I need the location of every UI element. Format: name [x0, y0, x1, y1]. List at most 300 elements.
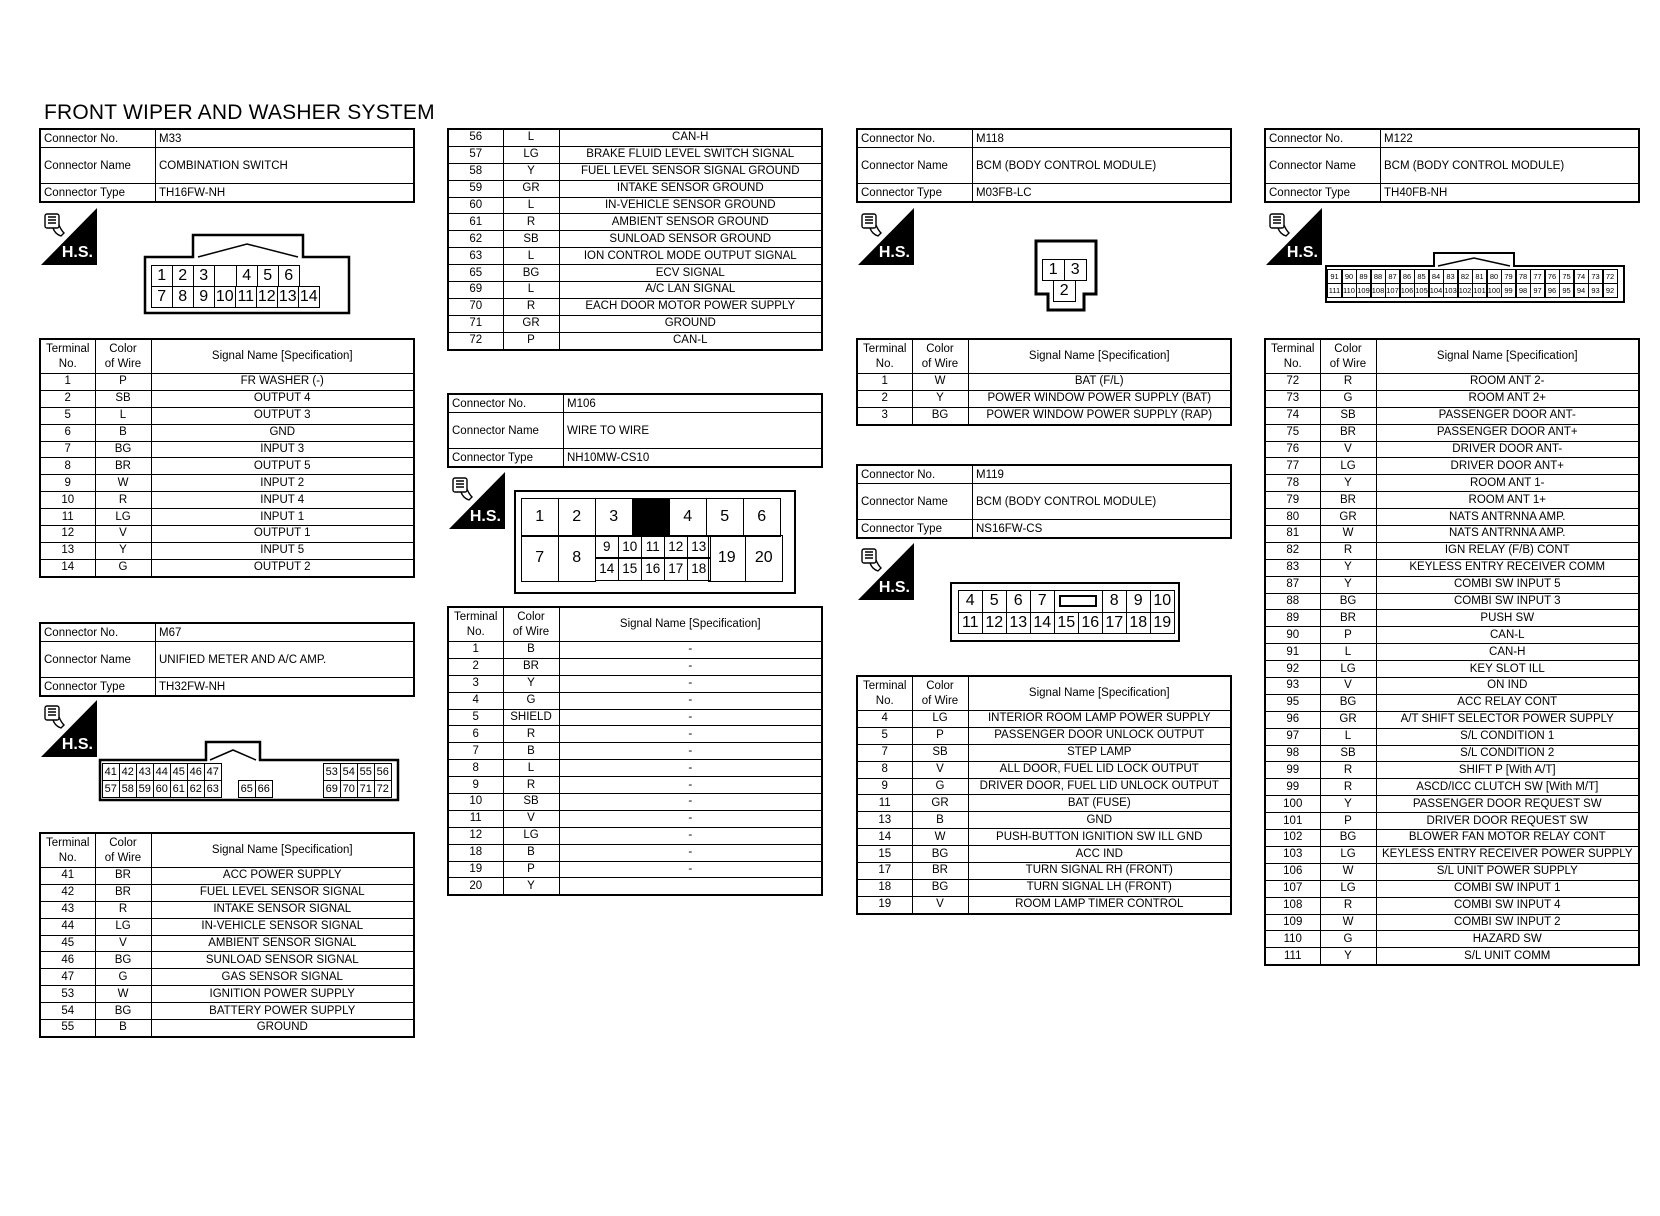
pin-row [1265, 846, 1639, 863]
harness-side-icon [858, 208, 914, 265]
terminal-no-cell: 76 [1265, 441, 1320, 458]
pin-row [448, 827, 822, 844]
pin-cavity: 11 [958, 612, 984, 635]
pin-cavity: 84 [1428, 269, 1444, 285]
pin-row [448, 861, 822, 878]
pin-cavity: 11 [641, 535, 666, 560]
wire-color-cell: BR [95, 884, 151, 901]
terminal-no-header: Terminal No. [1265, 339, 1320, 374]
signal-name-cell: OUTPUT 3 [151, 407, 414, 424]
pin-table-m67 [39, 832, 415, 1038]
pin-cavity: 107 [1385, 283, 1401, 299]
pin-row [1265, 424, 1639, 441]
wire-color-cell: L [503, 129, 559, 146]
signal-name-cell: KEYLESS ENTRY RECEIVER POWER SUPPLY [1376, 846, 1639, 863]
connector-m122 [1264, 128, 1640, 203]
pin-row [857, 374, 1231, 391]
pin-cavity: 3 [1064, 259, 1088, 282]
signal-name-cell: - [559, 658, 822, 675]
connector-type-value: NH10MW-CS10 [564, 449, 823, 468]
pin-row [40, 868, 414, 885]
terminal-no-cell: 7 [448, 743, 503, 760]
terminal-no-cell: 90 [1265, 627, 1320, 644]
wire-color-cell: BG [503, 265, 559, 282]
wire-color-cell: BR [95, 458, 151, 475]
pin-cavity: 53 [323, 763, 342, 782]
terminal-no-cell: 110 [1265, 931, 1320, 948]
wire-color-cell: R [1320, 897, 1376, 914]
pin-table-m33 [39, 338, 415, 578]
wire-color-cell: LG [912, 711, 968, 728]
wire-color-cell: SHIELD [503, 709, 559, 726]
terminal-no-cell: 44 [40, 918, 95, 935]
wire-color-cell: R [95, 492, 151, 509]
wire-color-cell: V [95, 526, 151, 543]
pin-cavity: 69 [323, 780, 342, 799]
wire-color-cell: BR [95, 868, 151, 885]
signal-name-cell: GROUND [559, 315, 822, 332]
pin-cavity: 45 [170, 763, 189, 782]
pin-cavity: 100 [1486, 283, 1502, 299]
pin-cavity: 73 [1588, 269, 1604, 285]
connector-type-label: Connector Type [857, 520, 973, 539]
pin-cavity: 2 [172, 265, 195, 288]
signal-name-cell [559, 878, 822, 895]
pin-cavity: 59 [136, 780, 155, 799]
signal-name-cell: DRIVER DOOR ANT+ [1376, 458, 1639, 475]
signal-name-cell: IN-VEHICLE SENSOR SIGNAL [151, 918, 414, 935]
connector-info-table [39, 128, 415, 203]
pin-row [857, 846, 1231, 863]
terminal-no-cell: 9 [40, 475, 95, 492]
terminal-no-cell: 46 [40, 952, 95, 969]
terminal-no-cell: 97 [1265, 728, 1320, 745]
pin-cavity: 17 [664, 557, 689, 582]
terminal-no-cell: 12 [448, 827, 503, 844]
terminal-no-header: Terminal No. [857, 676, 912, 711]
wire-color-cell: V [1320, 441, 1376, 458]
pin-cavity: 42 [119, 763, 138, 782]
signal-name-cell: ACC IND [968, 846, 1231, 863]
connector-no-value: M119 [973, 465, 1232, 484]
signal-name-cell: - [559, 743, 822, 760]
pin-cavity: 56 [374, 763, 393, 782]
connector-no-label: Connector No. [857, 465, 973, 484]
pin-row [857, 863, 1231, 880]
pin-row [448, 642, 822, 659]
pin-row [1265, 407, 1639, 424]
pin-row [40, 509, 414, 526]
pin-cavity: 8 [172, 286, 195, 309]
pin-cavity: 16 [1078, 612, 1104, 635]
pin-cavity: 19 [708, 535, 747, 583]
terminal-no-cell: 57 [448, 146, 503, 163]
signal-name-cell: KEYLESS ENTRY RECEIVER COMM [1376, 559, 1639, 576]
pin-cavity: 70 [340, 780, 359, 799]
pin-row [448, 878, 822, 895]
pin-row [1265, 475, 1639, 492]
pin-row [448, 844, 822, 861]
terminal-no-cell: 15 [857, 846, 912, 863]
signal-name-cell: INTAKE SENSOR SIGNAL [151, 901, 414, 918]
wire-color-cell: L [503, 282, 559, 299]
signal-name-cell: COMBI SW INPUT 4 [1376, 897, 1639, 914]
pin-row [40, 559, 414, 576]
pin-row [40, 952, 414, 969]
signal-name-cell: DRIVER DOOR REQUEST SW [1376, 813, 1639, 830]
harness-side-icon [449, 472, 505, 529]
connector-info-table [39, 622, 415, 697]
signal-name-cell: COMBI SW INPUT 1 [1376, 880, 1639, 897]
pin-row [1265, 813, 1639, 830]
pin-cavity: 96 [1544, 283, 1560, 299]
signal-name-cell: - [559, 726, 822, 743]
signal-name-cell: OUTPUT 4 [151, 390, 414, 407]
harness-side-icon [858, 543, 914, 600]
signal-name-cell: - [559, 810, 822, 827]
pin-cavity: 44 [153, 763, 172, 782]
terminal-no-cell: 79 [1265, 492, 1320, 509]
pin-cavity: 9 [193, 286, 216, 309]
pin-cavity: 18 [687, 557, 712, 582]
wire-color-cell: R [503, 777, 559, 794]
terminal-no-cell: 100 [1265, 796, 1320, 813]
pin-row [40, 526, 414, 543]
wire-color-cell: W [95, 986, 151, 1003]
terminal-no-cell: 91 [1265, 644, 1320, 661]
signal-name-cell: ROOM LAMP TIMER CONTROL [968, 896, 1231, 913]
wire-color-cell: Y [503, 675, 559, 692]
wire-color-cell: L [503, 197, 559, 214]
signal-name-cell: - [559, 642, 822, 659]
wire-color-cell: R [503, 726, 559, 743]
signal-name-cell: STEP LAMP [968, 744, 1231, 761]
pin-cavity: 9 [1126, 590, 1152, 614]
color-of-wire-header: Color of Wire [95, 833, 151, 868]
wire-color-cell: P [912, 727, 968, 744]
signal-name-cell: PASSENGER DOOR UNLOCK OUTPUT [968, 727, 1231, 744]
terminal-no-cell: 69 [448, 282, 503, 299]
pin-cavity: 12 [664, 535, 689, 560]
pin-row [448, 315, 822, 332]
pin-cavity: 76 [1544, 269, 1560, 285]
connector-type-label: Connector Type [1265, 184, 1381, 203]
wire-color-cell: BG [95, 441, 151, 458]
terminal-no-cell: 108 [1265, 897, 1320, 914]
color-of-wire-header: Color of Wire [503, 607, 559, 642]
pin-row [40, 1020, 414, 1037]
signal-name-cell: PASSENGER DOOR ANT- [1376, 407, 1639, 424]
terminal-no-cell: 107 [1265, 880, 1320, 897]
key-slot [1054, 590, 1104, 614]
signal-name-cell: NATS ANTRNNA AMP. [1376, 526, 1639, 543]
harness-side-icon [41, 208, 97, 265]
pin-row [1265, 559, 1639, 576]
signal-name-cell: ACC RELAY CONT [1376, 694, 1639, 711]
terminal-no-cell: 74 [1265, 407, 1320, 424]
wire-color-cell: V [1320, 678, 1376, 695]
pin-cavity: 110 [1341, 283, 1357, 299]
pin-row [1265, 796, 1639, 813]
pin-row [1265, 880, 1639, 897]
wire-color-cell: P [503, 332, 559, 349]
pin-cavity: 101 [1472, 283, 1488, 299]
connector-no-value: M118 [973, 129, 1232, 148]
pin-row [40, 986, 414, 1003]
wire-color-cell: B [503, 642, 559, 659]
signal-name-cell: SUNLOAD SENSOR SIGNAL [151, 952, 414, 969]
pin-row [40, 918, 414, 935]
pin-row [857, 711, 1231, 728]
wire-color-cell: R [1320, 374, 1376, 391]
pin-row [40, 424, 414, 441]
connector-info-table [1264, 128, 1640, 203]
pin-row [1265, 711, 1639, 728]
pin-row [448, 709, 822, 726]
terminal-no-cell: 2 [857, 390, 912, 407]
terminal-no-cell: 42 [40, 884, 95, 901]
connector-no-label: Connector No. [40, 623, 156, 642]
pin-row [448, 692, 822, 709]
signal-name-cell: ALL DOOR, FUEL LID LOCK OUTPUT [968, 761, 1231, 778]
wire-color-cell: P [95, 374, 151, 391]
wire-color-cell: LG [95, 918, 151, 935]
connector-face-m106 [514, 490, 798, 596]
wire-color-cell: L [1320, 728, 1376, 745]
empty-cavity [221, 763, 240, 782]
connector-face-m118 [1034, 239, 1100, 313]
terminal-no-cell: 10 [448, 794, 503, 811]
connector-type-label: Connector Type [448, 449, 564, 468]
connector-no-value: M106 [564, 394, 823, 413]
pin-cavity: 41 [102, 763, 121, 782]
signal-name-cell: ROOM ANT 1- [1376, 475, 1639, 492]
pin-cavity: 54 [340, 763, 359, 782]
terminal-no-cell: 41 [40, 868, 95, 885]
pin-cavity: 18 [1126, 612, 1152, 635]
pin-cavity: 12 [256, 286, 279, 309]
pin-cavity: 6 [743, 498, 782, 538]
signal-name-header: Signal Name [Specification] [559, 607, 822, 642]
pin-row [448, 760, 822, 777]
pin-cavity: 109 [1356, 283, 1372, 299]
wire-color-cell: SB [1320, 745, 1376, 762]
pin-row [1265, 390, 1639, 407]
hs-label: H.S. [1286, 244, 1318, 261]
pin-row [40, 390, 414, 407]
terminal-no-cell: 53 [40, 986, 95, 1003]
signal-name-cell: BAT (F/L) [968, 374, 1231, 391]
terminal-no-cell: 9 [448, 777, 503, 794]
page-title: FRONT WIPER AND WASHER SYSTEM [44, 101, 435, 124]
signal-name-header: Signal Name [Specification] [1376, 339, 1639, 374]
pin-cavity: 92 [1602, 283, 1618, 299]
terminal-no-cell: 77 [1265, 458, 1320, 475]
pin-row [40, 441, 414, 458]
pin-cavity: 7 [521, 535, 560, 583]
wire-color-cell: BG [95, 1003, 151, 1020]
signal-name-cell: KEY SLOT ILL [1376, 661, 1639, 678]
wire-color-cell: Y [1320, 796, 1376, 813]
signal-name-cell: - [559, 827, 822, 844]
terminal-no-cell: 96 [1265, 711, 1320, 728]
terminal-no-cell: 11 [40, 509, 95, 526]
pin-cavity: 58 [119, 780, 138, 799]
pin-cavity: 71 [357, 780, 376, 799]
pin-cavity: 8 [558, 535, 597, 583]
pin-cavity: 14 [595, 557, 620, 582]
pin-cavity: 10 [1150, 590, 1176, 614]
pin-cavity: 60 [153, 780, 172, 799]
wire-color-cell: L [503, 248, 559, 265]
wire-color-cell: SB [912, 744, 968, 761]
pin-row [1265, 762, 1639, 779]
pin-cavity: 10 [214, 286, 237, 309]
wire-color-cell: LG [1320, 661, 1376, 678]
pin-cavity: 16 [641, 557, 666, 582]
pin-cavity: 12 [982, 612, 1008, 635]
pin-table-m67-continued [447, 128, 823, 351]
signal-name-cell: CAN-L [559, 332, 822, 349]
connector-name-label: Connector Name [40, 642, 156, 678]
wire-color-cell: BR [1320, 424, 1376, 441]
wire-color-cell: R [95, 901, 151, 918]
wire-color-cell: G [95, 559, 151, 576]
signal-name-header: Signal Name [Specification] [968, 339, 1231, 374]
pin-cavity: 98 [1515, 283, 1531, 299]
terminal-no-cell: 72 [1265, 374, 1320, 391]
wire-color-cell: Y [1320, 576, 1376, 593]
signal-name-cell: ROOM ANT 2- [1376, 374, 1639, 391]
wire-color-cell: W [912, 829, 968, 846]
pin-cavity: 61 [170, 780, 189, 799]
pin-row [857, 727, 1231, 744]
signal-name-cell: FR WASHER (-) [151, 374, 414, 391]
pin-cavity: 81 [1472, 269, 1488, 285]
pin-row [857, 896, 1231, 913]
pin-cavity: 5 [257, 265, 280, 288]
connector-type-value: TH32FW-NH [156, 678, 415, 697]
terminal-no-cell: 60 [448, 197, 503, 214]
wire-color-cell: L [95, 407, 151, 424]
pin-row [448, 231, 822, 248]
signal-name-header: Signal Name [Specification] [151, 833, 414, 868]
terminal-no-cell: 56 [448, 129, 503, 146]
signal-name-cell: ROOM ANT 2+ [1376, 390, 1639, 407]
connector-m118 [856, 128, 1232, 203]
signal-name-cell: INPUT 1 [151, 509, 414, 526]
signal-name-cell: INPUT 5 [151, 542, 414, 559]
pin-cavity: 105 [1414, 283, 1430, 299]
empty-cavity [214, 265, 238, 288]
pin-cavity: 13 [687, 535, 712, 560]
signal-name-cell: DRIVER DOOR ANT- [1376, 441, 1639, 458]
wire-color-cell: P [1320, 627, 1376, 644]
signal-name-cell: AMBIENT SENSOR GROUND [559, 214, 822, 231]
signal-name-cell: CAN-H [559, 129, 822, 146]
pin-row [448, 248, 822, 265]
terminal-no-cell: 20 [448, 878, 503, 895]
signal-name-cell: SUNLOAD SENSOR GROUND [559, 231, 822, 248]
pin-row [1265, 610, 1639, 627]
wire-color-cell: Y [1320, 475, 1376, 492]
pin-row [448, 146, 822, 163]
pin-cavity: 82 [1457, 269, 1473, 285]
terminal-no-cell: 54 [40, 1003, 95, 1020]
connector-type-value: TH40FB-NH [1381, 184, 1640, 203]
pin-cavity: 7 [151, 286, 174, 309]
terminal-no-cell: 92 [1265, 661, 1320, 678]
pin-cavity: 103 [1443, 283, 1459, 299]
signal-name-cell: COMBI SW INPUT 3 [1376, 593, 1639, 610]
terminal-no-cell: 70 [448, 298, 503, 315]
wire-color-cell: G [1320, 931, 1376, 948]
terminal-no-cell: 19 [857, 896, 912, 913]
signal-name-cell: CAN-H [1376, 644, 1639, 661]
signal-name-cell: ASCD/ICC CLUTCH SW [With M/T] [1376, 779, 1639, 796]
terminal-no-cell: 101 [1265, 813, 1320, 830]
pin-row [448, 658, 822, 675]
pin-cavity: 5 [706, 498, 745, 538]
pin-cavity: 83 [1443, 269, 1459, 285]
pin-cavity: 46 [187, 763, 206, 782]
terminal-no-cell: 78 [1265, 475, 1320, 492]
pin-row [1265, 830, 1639, 847]
signal-name-cell: BATTERY POWER SUPPLY [151, 1003, 414, 1020]
connector-name-value: BCM (BODY CONTROL MODULE) [973, 148, 1232, 184]
pin-cavity: 91 [1327, 269, 1343, 285]
connector-m67 [39, 622, 415, 697]
empty-cavity [221, 780, 240, 799]
connector-type-value: NS16FW-CS [973, 520, 1232, 539]
connector-type-label: Connector Type [40, 184, 156, 203]
wire-color-cell: W [1320, 863, 1376, 880]
wire-color-cell: SB [95, 390, 151, 407]
wire-color-cell: BG [95, 952, 151, 969]
terminal-no-cell: 8 [40, 458, 95, 475]
wire-color-cell: LG [95, 509, 151, 526]
terminal-no-cell: 14 [40, 559, 95, 576]
pin-row [1265, 374, 1639, 391]
wire-color-cell: R [1320, 779, 1376, 796]
pin-row [1265, 661, 1639, 678]
pin-cavity: 72 [1602, 269, 1618, 285]
signal-name-cell: - [559, 861, 822, 878]
signal-name-cell: INPUT 2 [151, 475, 414, 492]
terminal-no-cell: 72 [448, 332, 503, 349]
signal-name-cell: CAN-L [1376, 627, 1639, 644]
signal-name-cell: TURN SIGNAL RH (FRONT) [968, 863, 1231, 880]
connector-name-label: Connector Name [448, 413, 564, 449]
pin-row [1265, 897, 1639, 914]
signal-name-cell: TURN SIGNAL LH (FRONT) [968, 879, 1231, 896]
pin-row [1265, 863, 1639, 880]
pin-row [1265, 509, 1639, 526]
pin-row [448, 129, 822, 146]
connector-type-label: Connector Type [40, 678, 156, 697]
connector-type-label: Connector Type [857, 184, 973, 203]
wire-color-cell: Y [912, 390, 968, 407]
pin-cavity: 5 [982, 590, 1008, 614]
terminal-no-cell: 71 [448, 315, 503, 332]
pin-row [1265, 526, 1639, 543]
pin-cavity: 1 [151, 265, 174, 288]
pin-cavity: 17 [1102, 612, 1128, 635]
pin-row [448, 298, 822, 315]
color-of-wire-header: Color of Wire [95, 339, 151, 374]
wire-color-cell: BR [503, 658, 559, 675]
pin-row [1265, 627, 1639, 644]
